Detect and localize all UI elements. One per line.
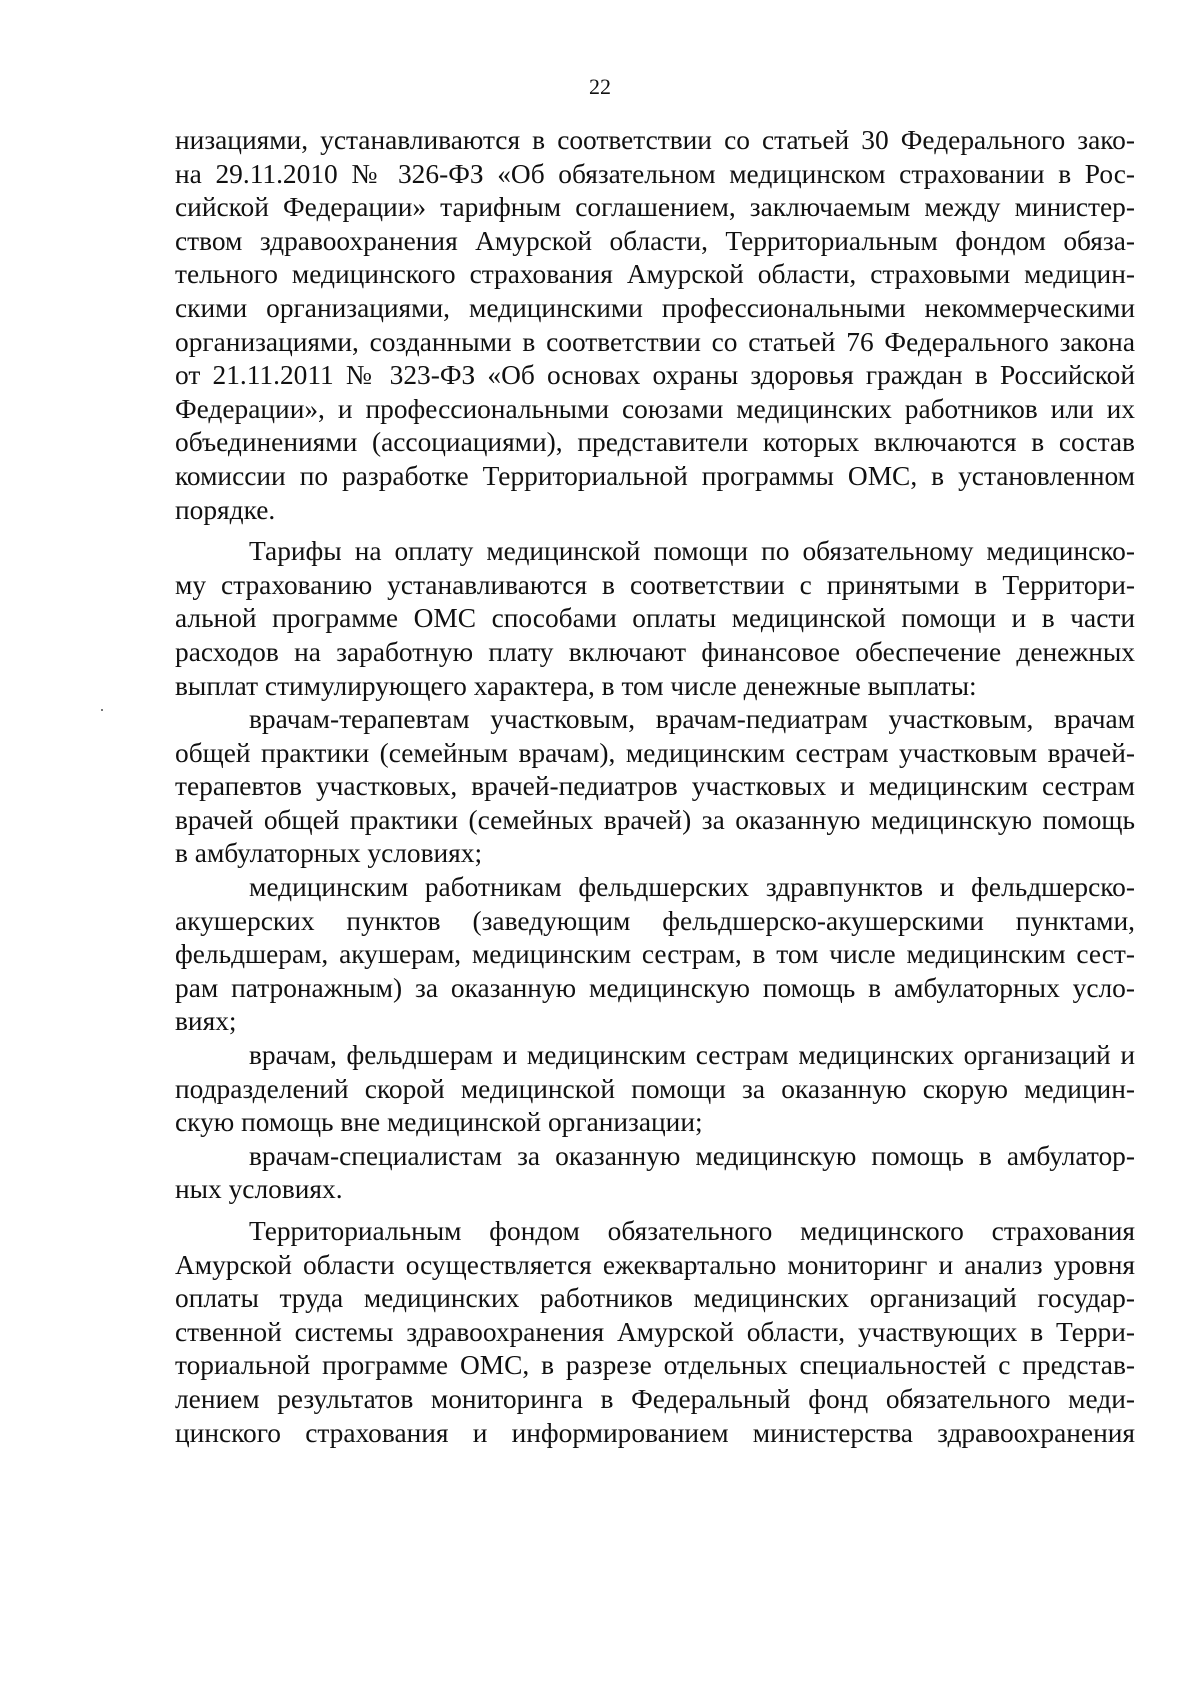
text-line: низациями, устанавливаются в соответствии со статьей 30 Федерального зако- [175,125,1135,155]
text-line: рам патронажным) за оказанную медицинскую помощь в амбулаторных усло- [175,972,1135,1003]
text-line: организациями, созданными в соответствии со статьей 76 Федерального закона [175,326,1135,357]
paragraph [175,871,1135,1039]
text-line: оплаты труда медицинских работников медицинских организаций государ- [175,1283,1135,1314]
text-line: врачам-специалистам за оказанную медицинскую помощь в амбулатор- [249,1140,1135,1171]
text-line: ственной системы здравоохранения Амурской области, участвующих в Терри- [175,1316,1135,1347]
paragraph [175,703,1135,871]
paragraph-gap [175,527,1135,535]
page-number: 22 [589,74,611,99]
document-body [175,124,1135,1450]
text-line: расходов на заработную плату включают финансовое обеспечение денежных [175,636,1135,667]
paragraph [175,124,1135,527]
text-line: ных условиях. [175,1174,343,1205]
text-line: Амурской области осуществляется ежеквартально мониторинг и анализ уровня [175,1249,1135,1280]
text-line: цинского страхования и информированием министерства здравоохранения [175,1417,1135,1448]
text-line: скую помощь вне медицинской организации; [175,1107,703,1138]
text-line: фельдшерам, акушерам, медицинским сестрам, в том числе медицинским сест- [175,939,1135,970]
text-line: в амбулаторных условиях; [175,838,483,869]
paragraph [175,535,1135,703]
text-line: терапевтов участковых, врачей-педиатров участковых и медицинским сестрам [175,771,1135,802]
paragraph [175,1215,1135,1450]
text-line: ториальной программе ОМС, в разрезе отдельных специальностей с представ- [175,1350,1135,1381]
text-line: тельного медицинского страхования Амурской области, страховыми медицин- [175,259,1135,290]
margin-mark [101,709,103,711]
text-line: от 21.11.2011 № 323-ФЗ «Об основах охраны здоровья граждан в Российской [175,360,1135,391]
text-line: объединениями (ассоциациями), представители которых включаются в состав [175,427,1135,458]
text-line: комиссии по разработке Территориальной программы ОМС, в установленном [175,460,1135,491]
text-line: лением результатов мониторинга в Федеральный фонд обязательного меди- [175,1383,1135,1414]
text-line: виях; [175,1006,237,1037]
text-line: Тарифы на оплату медицинской помощи по обязательному медицинско- [249,536,1135,567]
text-line: Федерации», и профессиональными союзами медицинских работников или их [175,393,1135,424]
text-line: скими организациями, медицинскими профессиональными некоммерческими [175,292,1135,323]
text-line: му страхованию устанавливаются в соответствии с принятыми в Территори- [175,569,1135,600]
text-line: подразделений скорой медицинской помощи за оказанную скорую медицин- [175,1073,1135,1104]
text-line: акушерских пунктов (заведующим фельдшерско-акушерскими пунктами, [175,905,1135,936]
text-line: общей практики (семейным врачам), медицинским сестрам участковым врачей- [175,737,1135,768]
text-line: Территориальным фондом обязательного медицинского страхования [249,1216,1135,1246]
text-line: врачам-терапевтам участковым, врачам-педиатрам участковым, врачам [249,704,1135,735]
text-line: ством здравоохранения Амурской области, Территориальным фондом обяза- [175,225,1135,256]
text-line: сийской Федерации» тарифным соглашением, заключаемым между министер- [175,192,1135,223]
text-line: выплат стимулирующего характера, в том числе денежные выплаты: [175,670,977,701]
paragraph-gap [175,1207,1135,1215]
text-line: на 29.11.2010 № 326-ФЗ «Об обязательном медицинском страховании в Рос- [175,158,1135,189]
text-line: врачей общей практики (семейных врачей) за оказанную медицинскую помощь [175,804,1135,835]
text-line: порядке. [175,494,276,525]
text-line: альной программе ОМС способами оплаты медицинской помощи и в части [175,603,1135,634]
text-line: врачам, фельдшерам и медицинским сестрам медицинских организаций и [249,1040,1135,1071]
text-line: медицинским работникам фельдшерских здравпунктов и фельдшерско- [249,872,1135,903]
paragraph [175,1140,1135,1207]
paragraph [175,1039,1135,1140]
